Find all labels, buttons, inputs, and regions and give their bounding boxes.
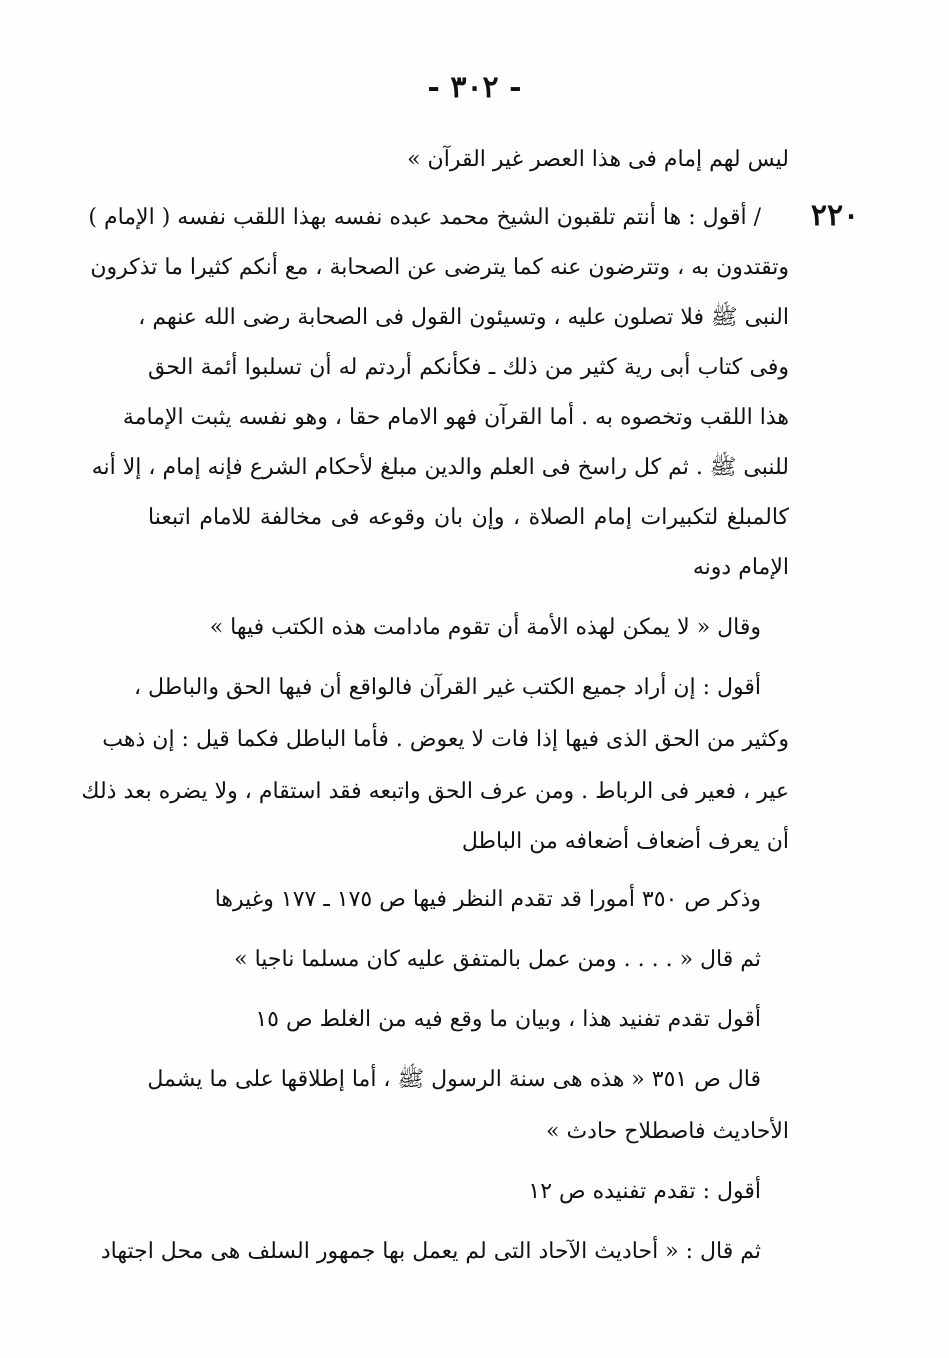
text-line: قال ص ٣٥١ « هذه هى سنة الرسول ﷺ ، أما إطلاقها على ما يشمل [147,1067,761,1092]
text-line: للنبى ﷺ . ثم كل راسخ فى العلم والدين مبلغ لأحكام الشرع فإنه إمام ، إلا أنه [91,455,789,480]
text-line: أقول تقدم تفنيد هذا ، وبيان ما وقع فيه من الغلط ص ١٥ [255,1007,761,1032]
text-line: عير ، فعير فى الرباط . ومن عرف الحق واتبعه فقد استقام ، ولا يضره بعد ذلك [81,779,789,804]
text-line: وذكر ص ٣٥٠ أمورا قد تقدم النظر فيها ص ١٧٥ ـ ١٧٧ وغيرها [214,887,761,912]
text-line: ثم قال « . . . . ومن عمل بالمتفق عليه كان مسلما ناجيا » [234,947,761,972]
page-number: - ٣٠٢ - [427,70,522,105]
text-line: كالمبلغ لتكبيرات إمام الصلاة ، وإن بان وقوعه فى مخالفة للامام اتبعنا [148,505,789,530]
text-line: وتقتدون به ، وتترضون عنه كما يترضى عن الصحابة ، مع أنكم كثيرا ما تذكرون [90,255,789,280]
text-line: ثم قال : « أحاديث الآحاد التى لم يعمل بها جمهور السلف هى محل اجتهاد [100,1239,761,1264]
text-line: النبى ﷺ فلا تصلون عليه ، وتسيئون القول فى الصحابة رضى الله عنهم ، [138,305,789,330]
text-line: أقول : تقدم تفنيده ص ١٢ [528,1179,761,1204]
text-line: أن يعرف أضعاف أضعافه من الباطل [461,829,789,854]
text-line: وفى كتاب أبى رية كثير من ذلك ـ فكأنكم أردتم له أن تسلبوا أئمة الحق [148,355,789,380]
text-line: وكثير من الحق الذى فيها إذا فات لا يعوض . فأما الباطل فكما قيل : إن ذهب [102,727,789,752]
text-line: وقال « لا يمكن لهذه الأمة أن تقوم مادامت هذه الكتب فيها » [209,615,761,640]
text-line: الأحاديث فاصطلاح حادث » [545,1119,789,1144]
text-line: ليس لهم إمام فى هذا العصر غير القرآن » [407,147,789,172]
text-line: أقول : إن أراد جميع الكتب غير القرآن فالواقع أن فيها الحق والباطل ، [133,675,761,700]
text-line: / أقول : ها أنتم تلقبون الشيخ محمد عبده نفسه بهذا اللقب نفسه ( الإمام ) [88,205,761,230]
text-line: هذا اللقب وتخصوه به . أما القرآن فهو الامام حقا ، وهو نفسه يثبت الإمامة [122,405,789,430]
text-line: الإمام دونه [692,555,789,580]
margin-number: ٢٢٠ [810,198,860,233]
